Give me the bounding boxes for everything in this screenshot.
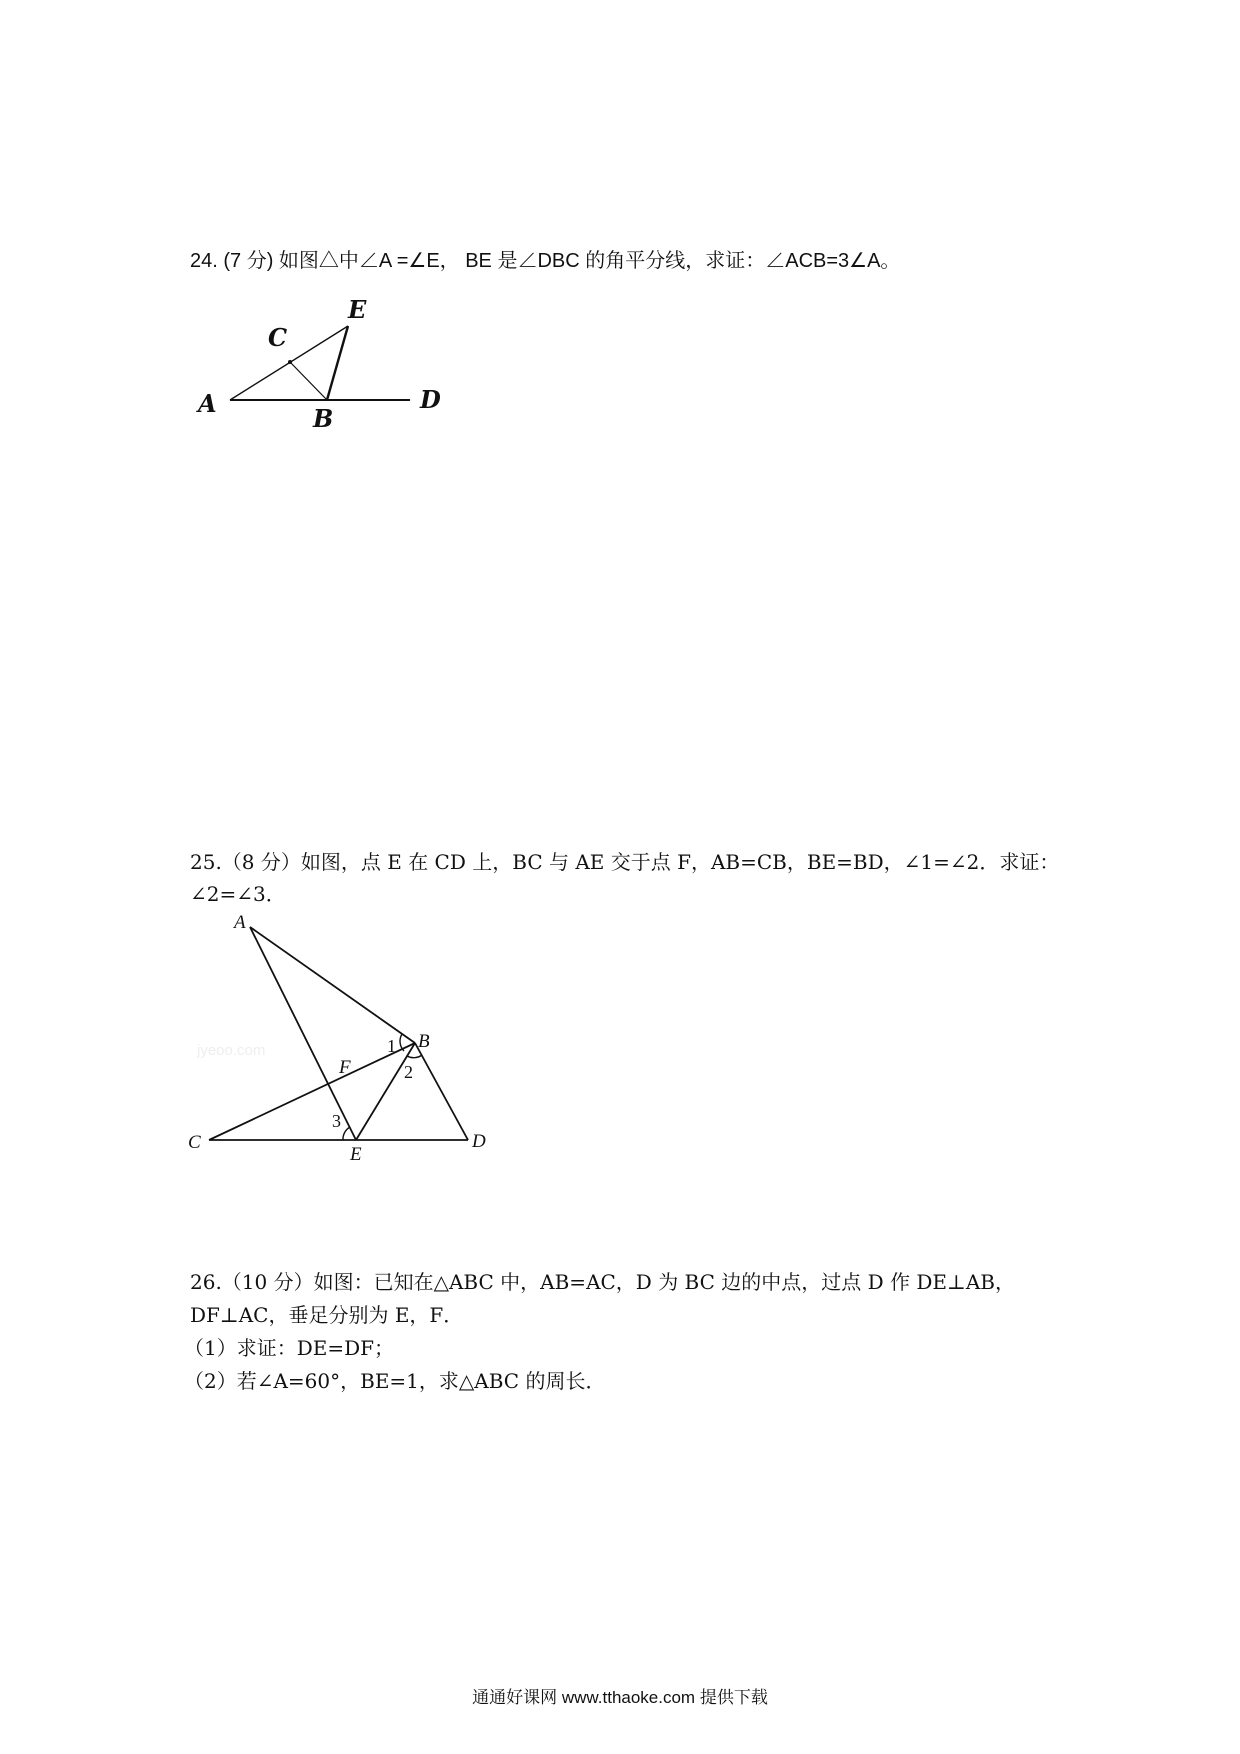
label-c: C xyxy=(268,323,288,352)
question-24-figure xyxy=(190,290,450,433)
label-e: E xyxy=(348,295,367,324)
question-25-figure xyxy=(185,905,505,1165)
question-24-text: 24. (7 分) 如图△中∠A =∠E， BE 是∠DBC 的角平分线，求证：∠ACB=3∠A。 xyxy=(190,250,901,272)
question-26-part-1: （1）求证：DE=DF； xyxy=(184,1336,395,1360)
label-angle-1: 1 xyxy=(387,1036,396,1056)
label-c: C xyxy=(188,1132,201,1153)
question-25-line-1: 25.（8 分）如图，点 E 在 CD 上，BC 与 AE 交于点 F，AB=CB，BE=BD，∠1=∠2．求证： xyxy=(190,850,1060,874)
label-angle-3: 3 xyxy=(332,1111,341,1131)
label-d: D xyxy=(420,385,441,414)
label-a: A xyxy=(198,389,217,418)
label-f: F xyxy=(339,1057,351,1078)
label-a: A xyxy=(234,912,246,933)
label-b: B xyxy=(418,1031,430,1052)
segment-ab xyxy=(250,927,415,1043)
question-26-line-1: 26.（10 分）如图：已知在△ABC 中，AB=AC，D 为 BC 边的中点，过点 D 作 DE⊥AB， xyxy=(190,1270,1015,1294)
page-footer: 通通好课网 www.tthaoke.com 提供下载 xyxy=(472,1688,768,1707)
point-c-dot xyxy=(288,360,292,364)
angle-3-arc xyxy=(343,1127,350,1140)
label-b: B xyxy=(313,404,334,433)
question-26-part-2: （2）若∠A=60°，BE=1，求△ABC 的周长． xyxy=(184,1369,606,1393)
segment-ae xyxy=(250,927,356,1140)
label-d: D xyxy=(472,1131,486,1152)
segment-bd xyxy=(415,1043,468,1140)
angle-2-arc xyxy=(407,1055,422,1058)
label-e: E xyxy=(350,1144,362,1165)
segment-bc xyxy=(290,362,327,400)
question-26-line-2: DF⊥AC，垂足分别为 E，F． xyxy=(190,1303,464,1327)
watermark-text: jyeoo.com xyxy=(197,1042,266,1059)
label-angle-2: 2 xyxy=(404,1062,413,1082)
question-25-line-2: ∠2=∠3． xyxy=(190,882,286,906)
